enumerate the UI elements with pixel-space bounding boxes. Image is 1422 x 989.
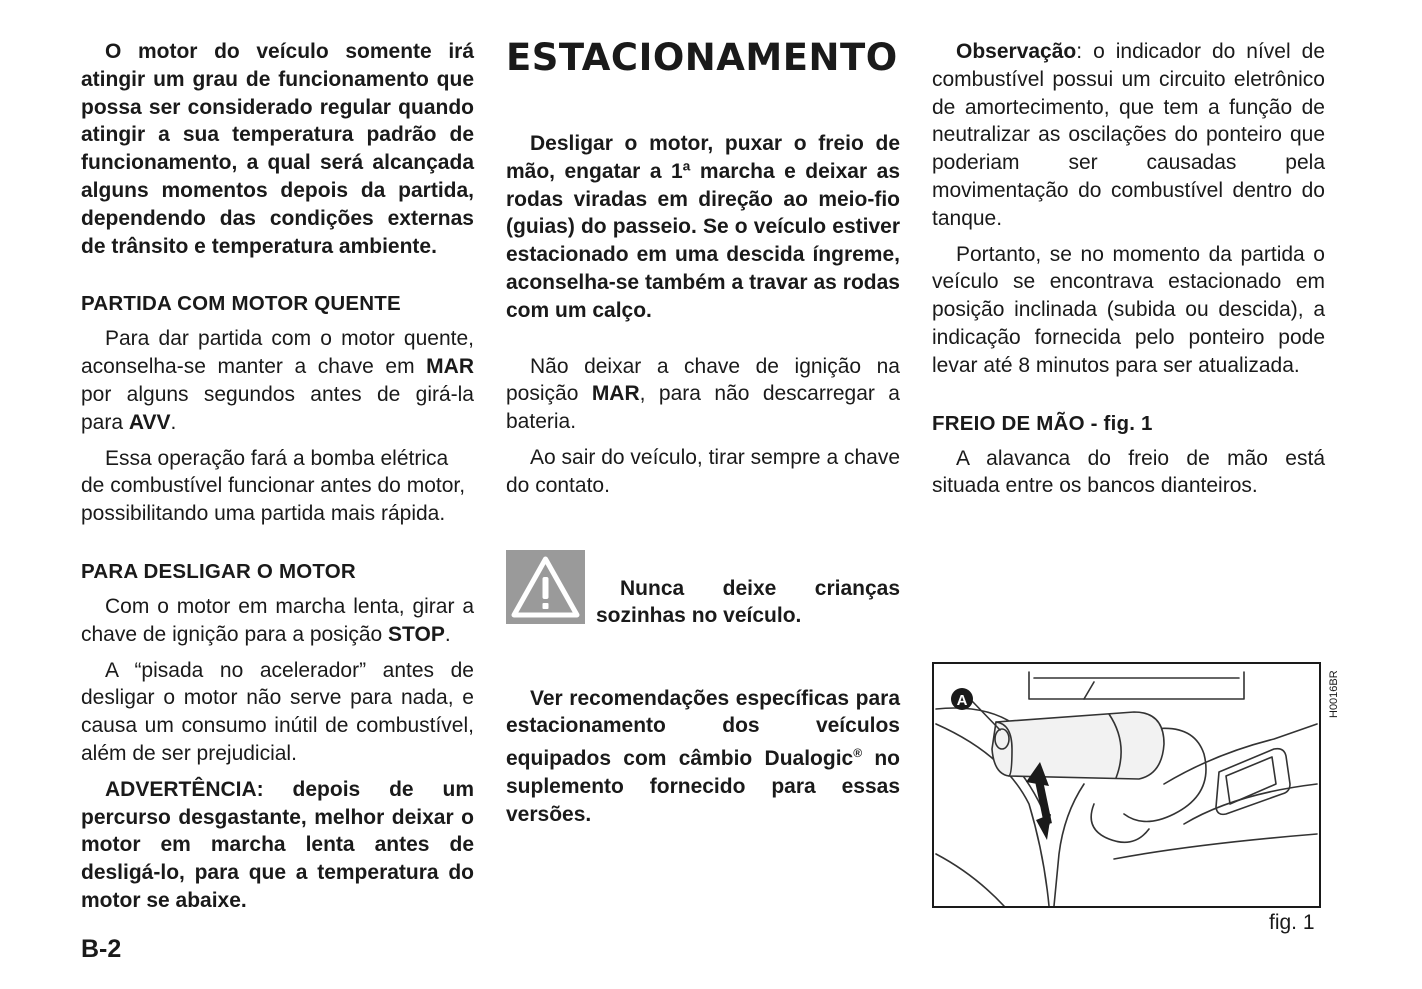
callout-a-label: A: [956, 692, 968, 709]
column-middle: [506, 38, 900, 829]
observacao-paragraph: [932, 38, 1325, 233]
desligar-text-a: Com o motor em marcha lenta, girar a chave de ignição para a posição: [81, 594, 474, 646]
intro-paragraph: O motor do veículo somente irá atingir um grau de funcionamento que possa ser considerado regular quando atingir a sua temperatura padrão de funcionamento, a qual será alcançada alguns momentos depois da partida, dependendo das condições externas de trânsito e temperatura ambiente.: [81, 40, 474, 258]
acelerador-paragraph: A “pisada no acelerador” antes de desligar o motor não serve para nada, e causa um consumo inútil de combustível, além de ser prejudicial.: [81, 658, 474, 765]
partida-text-b: por alguns segundos antes de girá-la para: [81, 382, 474, 434]
heading-partida-motor-quente: PARTIDA COM MOTOR QUENTE: [81, 292, 401, 316]
bomba-paragraph: Essa operação fará a bomba elétrica de combustível funcionar antes do motor, possibilitando uma partida mais rápida.: [81, 446, 466, 526]
key-mar: MAR: [426, 355, 474, 379]
chave-text-a: Não deixar a chave de ignição na posição: [506, 354, 900, 406]
warning-text: Nunca deixe crianças sozinhas no veículo.: [596, 576, 900, 628]
partida-paragraph: [81, 325, 474, 436]
figure-code-vertical: [1325, 666, 1341, 718]
figure-code-text: H0016BR: [1328, 670, 1340, 718]
page-title: ESTACIONAMENTO: [506, 36, 898, 79]
dualogic-paragraph: [506, 685, 900, 829]
column-left: [81, 38, 474, 915]
figure-handbrake: [932, 662, 1321, 908]
figure-caption: fig. 1: [1269, 911, 1315, 934]
key-avv: AVV: [128, 410, 171, 434]
heading-desligar-motor: PARA DESLIGAR O MOTOR: [81, 559, 356, 583]
sair-veiculo-paragraph: Ao sair do veículo, tirar sempre a chave do contato.: [506, 445, 901, 497]
page-number: B-2: [81, 935, 122, 963]
dualogic-text-a: Ver recomendações específicas para estacionamento dos veículos equipados com câmbio Dualogic: [506, 686, 900, 771]
warning-block: [506, 550, 900, 630]
portanto-paragraph: Portanto, se no momento da partida o veículo se encontrava estacionado em posição inclinada (subida ou descida), a indicação fornecida pelo ponteiro pode levar até 8 minutos para ser atualizada.: [932, 242, 1325, 377]
warning-triangle-icon: [506, 550, 585, 624]
dualogic-text-b: no suplemento fornecido para essas versões.: [506, 747, 900, 826]
partida-text-a: Para dar partida com o motor quente, aconselha-se manter a chave em: [81, 327, 474, 379]
key-stop: STOP: [388, 622, 445, 646]
chave-text-b: , para não descarregar a bateria.: [506, 382, 900, 434]
observacao-label: Observação: [956, 40, 1077, 63]
column-right: [932, 38, 1325, 500]
advertencia-paragraph: ADVERTÊNCIA: depois de um percurso desgastante, melhor deixar o motor em marcha lenta antes de desligá-lo, para que a temperatura do motor se abaixe.: [81, 777, 474, 912]
desligar-paragraph: [81, 593, 474, 649]
observacao-text: : o indicador do nível de combustível possui um circuito eletrônico de amortecimento, que tem a função de neutralizar as oscilações do ponteiro que poderiam ser causadas pela movimentação do combustível dentro do tanque.: [932, 40, 1325, 230]
key-mar-2: MAR: [591, 382, 640, 406]
estacionamento-instructions: Desligar o motor, puxar o freio de mão, engatar a 1ª marcha e deixar as rodas viradas em direção ao meio-fio (guias) do passeio. Se o veículo estiver estacionado em uma descida íngreme, aconselha-se também a travar as rodas com um calço.: [506, 132, 900, 322]
registered-mark: ®: [853, 746, 863, 761]
desligar-text-b: .: [444, 622, 451, 646]
freio-paragraph: A alavanca do freio de mão está situada entre os bancos dianteiros.: [932, 446, 1325, 498]
partida-text-c: .: [170, 410, 177, 434]
chave-paragraph: [506, 353, 900, 436]
heading-freio-de-mao: FREIO DE MÃO - fig. 1: [932, 411, 1153, 435]
handbrake-illustration: [934, 664, 1319, 906]
